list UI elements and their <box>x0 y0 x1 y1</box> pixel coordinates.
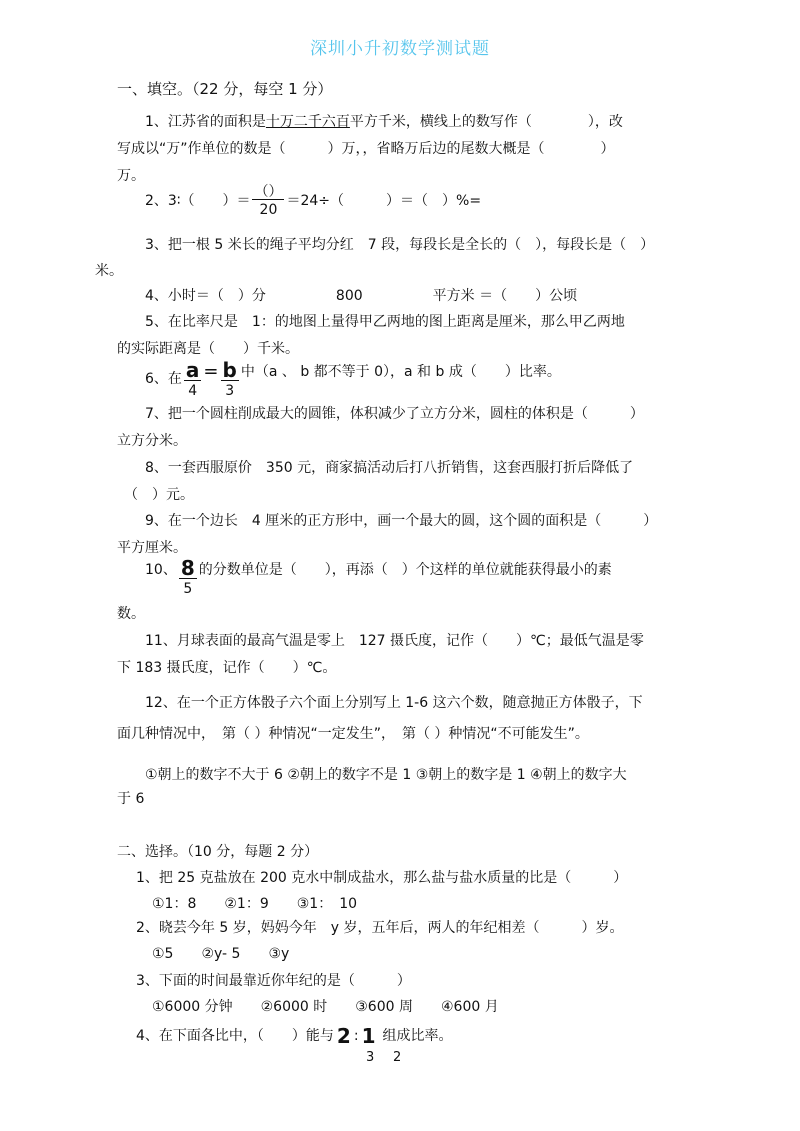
s2-q4-numerator-1: 2 <box>336 1024 351 1048</box>
q2-fraction-numerator: （） <box>254 184 283 200</box>
q12-line2: 面几种情况中， 第（ ）种情况“一定发生”， 第（ ）种情况“不可能发生”。 <box>117 726 589 742</box>
q2-fraction <box>252 185 284 217</box>
q9-line1: 9、在一个边长 4 厘米的正方形中，画一个最大的圆，这个圆的面积是（ ） <box>145 513 658 529</box>
q8-line2: （ ）元。 <box>124 487 194 503</box>
q2-fraction-denominator: 20 <box>259 202 278 218</box>
q12-options-line1: ①朝上的数字不大于 6 ②朝上的数字不是 1 ③朝上的数字是 1 ④朝上的数字大 <box>145 767 627 783</box>
q6-fraction-b <box>221 360 239 398</box>
q10-fraction-numerator: 8 <box>180 556 195 580</box>
q1-line1 <box>145 113 623 131</box>
q2-line <box>145 185 481 217</box>
s2-q4-line <box>136 1026 452 1046</box>
q4-line: 4、小时＝（ ）分 800 平方米 ＝（ ）公顷 <box>145 288 578 304</box>
q10-fraction <box>179 558 197 596</box>
q1-line2: 写成以“万”作单位的数是（ ）万，，省略万后边的尾数大概是（ ） <box>117 141 615 157</box>
q11-line1: 11、月球表面的最高气温是零上 127 摄氏度，记作（ ）℃；最低气温是零 <box>145 633 644 649</box>
q6-fraction-b-denominator: 3 <box>225 383 235 399</box>
q3-line2: 米。 <box>95 263 123 279</box>
q1-underlined-number: 十万二千六百 <box>265 114 350 130</box>
s2-q4-text-b: 组成比率。 <box>382 1028 453 1044</box>
q2-text-b: ＝24÷（ ）＝（ ）%= <box>286 193 482 209</box>
q6-text-a: 6、在 <box>145 371 182 387</box>
q6-text-b: 中（a 、 b 都不等于 0），a 和 b 成（ ）比率。 <box>240 364 561 380</box>
q10-line2: 数。 <box>117 606 145 622</box>
q5-line1: 5、在比率尺是 1：的地图上量得甲乙两地的图上距离是厘米，那么甲乙两地 <box>145 314 625 330</box>
q10-text-b: 的分数单位是（ ），再添（ ）个这样的单位就能获得最小的素 <box>198 562 612 578</box>
s2-q2-options: ①5 ②y- 5 ③y <box>152 946 290 962</box>
q10-line1 <box>145 558 612 596</box>
q6-fraction-a-denominator: 4 <box>188 383 198 399</box>
q6-equals: = <box>203 361 219 382</box>
q6-line <box>145 360 561 398</box>
s2-q4-denominator-2: 2 <box>393 1050 402 1065</box>
q1-line3: 万。 <box>117 168 145 184</box>
s2-q4-numerator-2: 1 <box>361 1024 376 1048</box>
q1-text-a: 1、江苏省的面积是 <box>145 114 266 130</box>
q6-fraction-a <box>184 360 202 398</box>
q6-fraction-b-numerator: b <box>222 358 237 382</box>
q5-line2: 的实际距离是（ ）千米。 <box>117 341 299 357</box>
q9-line2: 平方厘米。 <box>117 540 187 556</box>
q10-text-a: 10、 <box>145 562 177 578</box>
section-1-heading: 一、填空。（22 分，每空 1 分） <box>117 80 333 98</box>
s2-q3-options: ①6000 分钟 ②6000 时 ③600 周 ④600 月 <box>152 999 499 1015</box>
q6-fraction-a-numerator: a <box>185 358 200 382</box>
q7-line1: 7、把一个圆柱削成最大的圆锥，体积减少了立方分米，圆柱的体积是（ ） <box>145 406 644 422</box>
q2-text-a: 2、3∶（ ）＝ <box>145 193 251 209</box>
section-2-heading: 二、选择。（10 分，每题 2 分） <box>117 844 319 860</box>
q10-fraction-denominator: 5 <box>183 581 193 597</box>
q12-options-line2: 于 6 <box>117 791 145 807</box>
s2-q1-line1: 1、把 25 克盐放在 200 克水中制成盐水，那么盐与盐水质量的比是（ ） <box>136 870 628 886</box>
s2-q4-separator: : <box>353 1028 359 1044</box>
page-title: 深圳小升初数学测试题 <box>310 39 490 59</box>
s2-q2-line1: 2、晓芸今年 5 岁，妈妈今年 y 岁，五年后，两人的年纪相差（ ）岁。 <box>136 920 624 936</box>
q3-line1: 3、把一根 5 米长的绳子平均分红 7 段，每段长是全长的（ ），每段长是（ ） <box>145 237 655 253</box>
q8-line1: 8、一套西服原价 350 元，商家搞活动后打八折销售，这套西服打折后降低了 <box>145 460 634 476</box>
q1-text-b: 平方千米，横线上的数写作（ ），改 <box>349 114 623 130</box>
q12-line1: 12、在一个正方体骰子六个面上分别写上 1-6 这六个数，随意抛正方体骰子，下 <box>145 695 643 711</box>
s2-q4-text-a: 4、在下面各比中，（ ）能与 <box>136 1028 334 1044</box>
s2-q3-line1: 3、下面的时间最靠近你年纪的是（ ） <box>136 973 411 989</box>
s2-q1-options: ①1：8 ②1：9 ③1： 10 <box>152 896 358 912</box>
q7-line2: 立方分米。 <box>117 433 187 449</box>
s2-q4-denominator-1: 3 <box>366 1050 375 1065</box>
q11-line2: 下 183 摄氏度，记作（ ）℃。 <box>117 660 337 676</box>
